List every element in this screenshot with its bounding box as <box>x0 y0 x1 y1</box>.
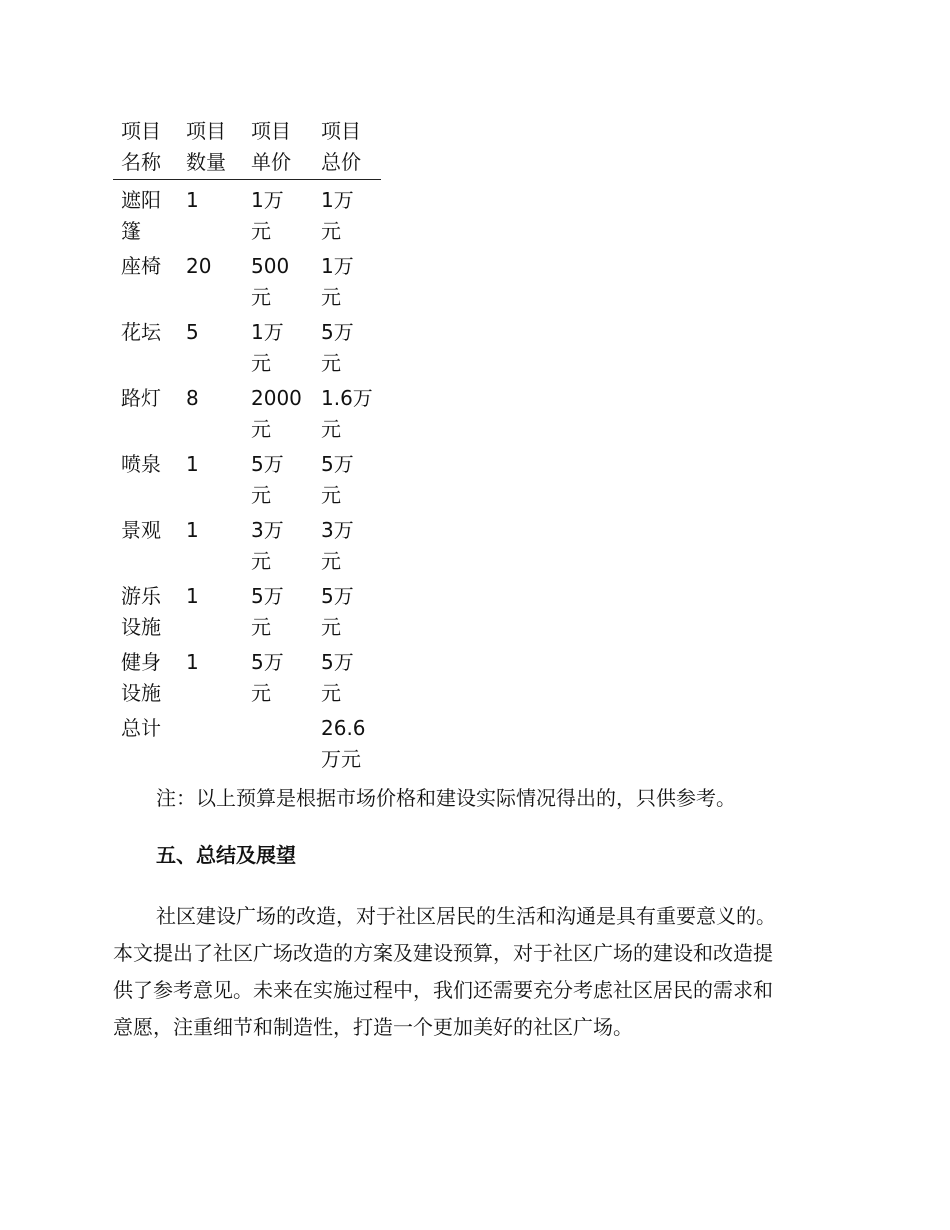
row-cell-total-price: 3万 元 <box>321 518 354 573</box>
table-row <box>113 180 381 249</box>
row-cell-unit-price: 5万 元 <box>251 452 284 507</box>
row-cell-total-price: 5万 元 <box>321 584 354 639</box>
budget-table <box>113 116 381 776</box>
row-cell-unit-price: 1万 元 <box>251 188 284 243</box>
paragraph-line: 供了参考意见。未来在实施过程中，我们还需要充分考虑社区居民的需求和 <box>113 978 773 1002</box>
row-cell-total-price: 1.6万 元 <box>321 386 373 441</box>
budget-note: 注：以上预算是根据市场价格和建设实际情况得出的，只供参考。 <box>156 786 736 810</box>
row-cell-quantity: 8 <box>186 386 199 410</box>
row-cell-name: 总计 <box>121 716 161 740</box>
row-cell-unit-price <box>243 710 313 776</box>
row-cell-name: 游乐 设施 <box>121 584 161 639</box>
row-cell-total-price: 5万 元 <box>321 650 354 705</box>
table-row <box>113 380 381 446</box>
row-cell-quantity: 1 <box>186 518 199 542</box>
header-cell-total-price: 项目 总价 <box>313 116 381 180</box>
row-cell-quantity: 1 <box>186 452 199 476</box>
table-row <box>113 644 381 710</box>
header-row <box>113 116 381 180</box>
budget-table-body <box>113 180 381 777</box>
header-cell-name: 项目 名称 <box>113 116 178 180</box>
paragraph-line: 社区建设广场的改造，对于社区居民的生活和沟通是具有重要意义的。 <box>156 904 776 928</box>
row-cell-total-price: 1万 元 <box>321 188 354 243</box>
row-cell-unit-price: 2000 元 <box>251 386 302 441</box>
row-cell-name: 路灯 <box>121 386 161 410</box>
budget-table-header <box>113 116 381 180</box>
table-row <box>113 512 381 578</box>
row-cell-quantity: 1 <box>186 584 199 608</box>
paragraph-line: 意愿，注重细节和制造性，打造一个更加美好的社区广场。 <box>113 1015 633 1039</box>
row-cell-quantity: 1 <box>186 188 199 212</box>
row-cell-total-price: 5万 元 <box>321 320 354 375</box>
row-cell-name: 健身 设施 <box>121 650 161 705</box>
section-heading: 五、总结及展望 <box>156 843 296 867</box>
row-cell-total-price: 26.6 万元 <box>321 716 366 771</box>
row-cell-total-price: 5万 元 <box>321 452 354 507</box>
row-cell-quantity: 5 <box>186 320 199 344</box>
row-cell-unit-price: 3万 元 <box>251 518 284 573</box>
row-cell-quantity: 20 <box>186 254 212 278</box>
row-cell-unit-price: 5万 元 <box>251 584 284 639</box>
row-cell-unit-price: 1万 元 <box>251 320 284 375</box>
table-row <box>113 248 381 314</box>
table-row <box>113 710 381 776</box>
table-row <box>113 446 381 512</box>
row-cell-quantity: 1 <box>186 650 199 674</box>
row-cell-name: 景观 <box>121 518 161 542</box>
header-cell-quantity: 项目 数量 <box>178 116 243 180</box>
summary-paragraph <box>113 898 833 1046</box>
row-cell-unit-price: 500 元 <box>251 254 290 309</box>
row-cell-total-price: 1万 元 <box>321 254 354 309</box>
row-cell-unit-price: 5万 元 <box>251 650 284 705</box>
table-row <box>113 578 381 644</box>
row-cell-quantity <box>178 710 243 776</box>
table-row <box>113 314 381 380</box>
header-cell-unit-price: 项目 单价 <box>243 116 313 180</box>
row-cell-name: 座椅 <box>121 254 161 278</box>
row-cell-name: 喷泉 <box>121 452 161 476</box>
row-cell-name: 遮阳 篷 <box>121 188 161 243</box>
paragraph-line: 本文提出了社区广场改造的方案及建设预算，对于社区广场的建设和改造提 <box>113 941 773 965</box>
row-cell-name: 花坛 <box>121 320 161 344</box>
